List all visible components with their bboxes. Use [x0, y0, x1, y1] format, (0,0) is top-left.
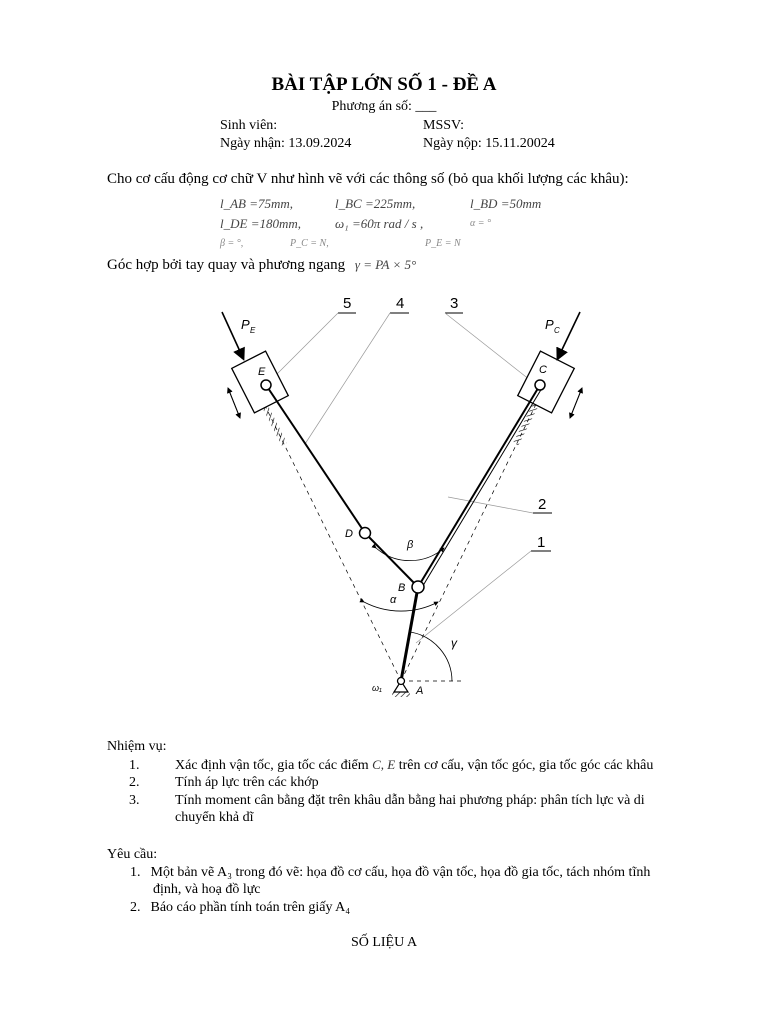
label-a: A [416, 685, 424, 697]
label-2: 2 [538, 496, 547, 513]
task-text: Tính moment cân bằng đặt trên khâu dẫn bằng hai phương pháp: phân tích lực và di [175, 793, 645, 808]
joint-c [535, 380, 545, 390]
slider-c [518, 351, 575, 413]
joint-d [360, 528, 371, 539]
requirement-item-1 [130, 864, 650, 881]
ground-support-a [392, 678, 410, 698]
req-num: 1. [130, 865, 141, 880]
label-4: 4 [396, 295, 405, 312]
label-pe-sub: E [250, 326, 256, 335]
param-lab: l_AB =75mm, [220, 196, 294, 211]
req-text: Báo cáo phần tính toán trên giấy A₄ [150, 900, 351, 915]
intro-text: Cho cơ cấu động cơ chữ V như hình vẽ với các thông số (bỏ qua khối lượng các khâu): [107, 171, 629, 187]
task-text: Xác định vận tốc, gia tốc các điểm [175, 758, 373, 773]
req-num: 2. [130, 900, 141, 915]
angle-line-text: Góc hợp bởi tay quay và phương ngang [107, 257, 346, 273]
task-num: 2. [129, 775, 140, 790]
param-pc: P_C = N, [290, 238, 329, 249]
requirement-item-2 [130, 899, 350, 916]
param-beta: β = °, [220, 238, 244, 249]
label-pc: P [545, 317, 554, 332]
task-item-2 [107, 774, 727, 791]
received-date: Ngày nhận: 13.09.2024 [220, 136, 352, 151]
task-num: 3. [129, 793, 140, 808]
tasks-heading: Nhiệm vụ: [107, 739, 167, 754]
slider-e [232, 351, 289, 413]
variant-line: Phương án số: ___ [331, 99, 437, 114]
label-e: E [258, 366, 266, 378]
param-pe: P_E = N [425, 238, 461, 249]
label-pe: P [241, 317, 250, 332]
label-d: D [345, 528, 353, 540]
label-b: B [398, 582, 406, 594]
link-de [266, 385, 365, 533]
label-gamma: γ [451, 636, 457, 650]
force-pc-arrow [558, 312, 580, 358]
crank-ab [401, 587, 418, 681]
alpha-arc [364, 602, 438, 611]
task-item-3 [107, 792, 727, 809]
task-item-3-cont: chuyển khả dĩ [175, 810, 254, 825]
label-3: 3 [450, 295, 459, 312]
submit-date: Ngày nộp: 15.11.20024 [423, 136, 555, 151]
param-lbc: l_BC =225mm, [335, 196, 416, 211]
requirement-item-1-cont: định, và hoạ đồ lực [153, 882, 261, 897]
param-omega: ω₁ =60π rad / s , [335, 216, 424, 231]
label-pc-sub: C [554, 326, 560, 335]
force-pe-arrow [222, 312, 243, 358]
joint-e [261, 380, 271, 390]
angle-formula: γ = PA × 5° [354, 257, 417, 272]
task-points: C, E [372, 757, 396, 772]
requirements-heading: Yêu cầu: [107, 847, 158, 862]
link-bc [418, 385, 540, 587]
param-alpha: α = ° [470, 218, 491, 229]
req-text: Một bản vẽ A₃ trong đó vẽ: họa đồ cơ cấu, họa đồ vận tốc, họa đồ gia tốc, tách nhóm tĩnh [150, 865, 651, 880]
task-text: Tính áp lực trên các khớp [175, 775, 319, 790]
param-lbd: l_BD =50mm [470, 196, 542, 211]
mssv-label: MSSV: [423, 118, 464, 133]
label-alpha: α [390, 594, 397, 606]
data-section-title: SỐ LIỆU A [350, 935, 418, 950]
task-item-1 [107, 756, 727, 774]
joint-b [412, 581, 424, 593]
label-beta: β [407, 539, 414, 551]
task-text-end: trên cơ cấu, vận tốc góc, gia tốc góc các khâu [395, 758, 654, 773]
gamma-arc [410, 632, 452, 681]
task-num: 1. [129, 758, 140, 773]
label-omega: ω₁ [372, 683, 382, 693]
student-label: Sinh viên: [220, 118, 278, 133]
document-title: BÀI TẬP LỚN SỐ 1 - ĐỀ A [271, 74, 497, 95]
param-lde: l_DE =180mm, [220, 216, 301, 231]
label-c: C [539, 364, 547, 376]
label-1: 1 [537, 534, 546, 551]
label-5: 5 [343, 295, 352, 312]
